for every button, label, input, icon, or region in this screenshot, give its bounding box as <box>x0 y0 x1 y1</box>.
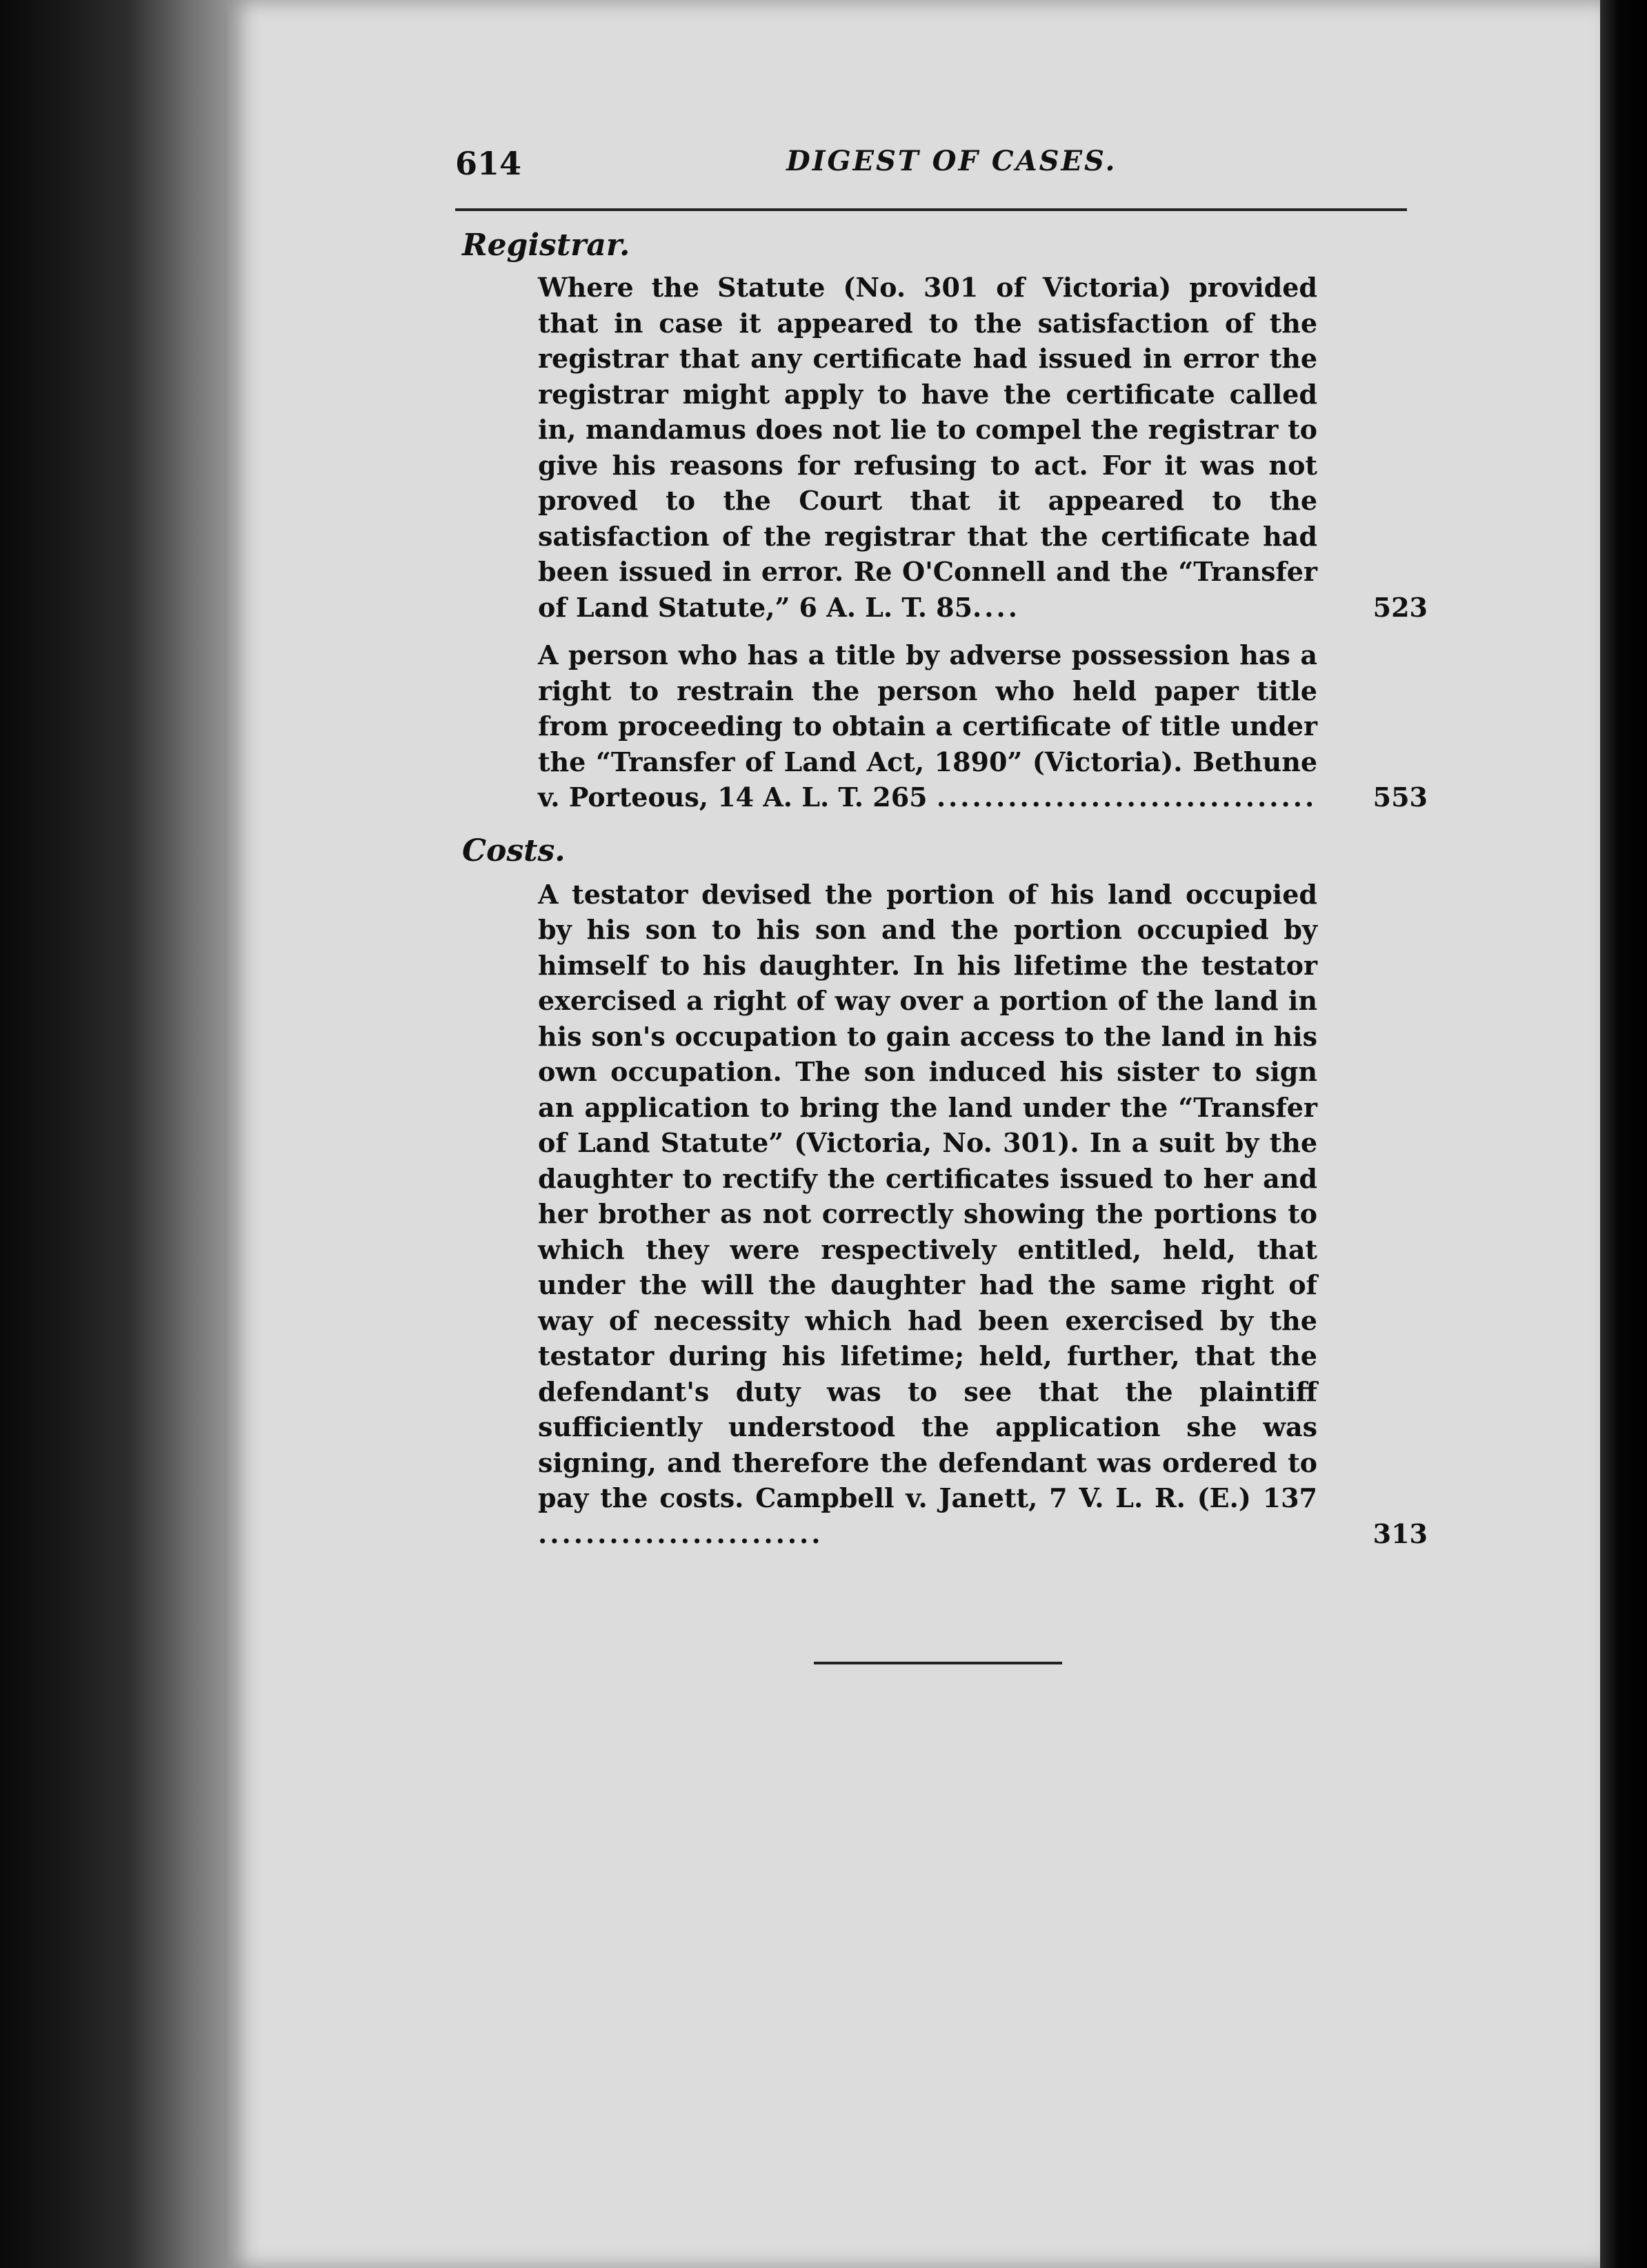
section-registrar <box>441 228 1428 815</box>
entry-text: A person who has a title by adverse possession has a right to restrain the person who held paper title from proceeding to obtain a certificate of title under the “Transfer of Land Act, 1890” (Victoria). Bethune v. Porteous, 14 A. L. T. 265 ................................ <box>538 639 1317 813</box>
page-binding-shadow <box>0 0 234 2268</box>
page-content <box>441 131 1428 1664</box>
facing-page-edge <box>1600 0 1647 2268</box>
header-rule <box>455 208 1407 211</box>
digest-entry <box>538 877 1428 1552</box>
running-head: DIGEST OF CASES. <box>786 145 1117 177</box>
digest-entry <box>538 270 1428 625</box>
section-title: Registrar. <box>462 228 630 263</box>
page-reference: 553 <box>1372 782 1428 813</box>
entry-text: Where the Statute (No. 301 of Victoria) provided that in case it appeared to the satisfaction of the registrar that any certificate had issued in error the registrar might apply to have the certificate called in, mandamus does not lie to compel the registrar to give his reasons for refusing to act. For it was not proved to the Court that it appeared to the satisfaction of the registrar that the certificate had been issued in error. Re O'Connell and the “Transfer of Land Statute,” 6 A. L. T. 85.... <box>538 272 1317 623</box>
section-title: Costs. <box>462 833 566 868</box>
section-costs <box>441 833 1428 1552</box>
digest-entry <box>538 637 1428 815</box>
page-reference: 313 <box>1372 1518 1428 1549</box>
dot-leader: ........................ <box>538 1518 824 1549</box>
entry-text: A testator devised the portion of his land occupied by his son to his son and the portion occupied by himself to his daughter. In his lifetime the testator exercised a right of way over a portion of the land in his son's occupation to gain access to the land in his own occupation. The son induced his sister to sign an application to bring the land under the “Transfer of Land Statute” (Victoria, No. 301). In a suit by the daughter to rectify the certificates issued to her and her brother as not correctly showing the portions to which they were respectively entitled, held, that under the will the daughter had the same right of way of necessity which had been exercised by the testator during his lifetime; held, further, that the defendant's duty was to see that the plaintiff sufficiently understood the application she was signing, and therefore the defendant was ordered to pay the costs. Campbell v. Janett, 7 V. L. R. (E.) 137 ........................ <box>538 878 1317 1549</box>
dot-leader: ................................ <box>936 782 1317 813</box>
end-rule <box>814 1662 1062 1664</box>
page-reference: 523 <box>1372 591 1428 623</box>
page-header <box>441 131 1428 186</box>
dot-leader: .... <box>972 591 1020 623</box>
page-number: 614 <box>455 145 522 182</box>
